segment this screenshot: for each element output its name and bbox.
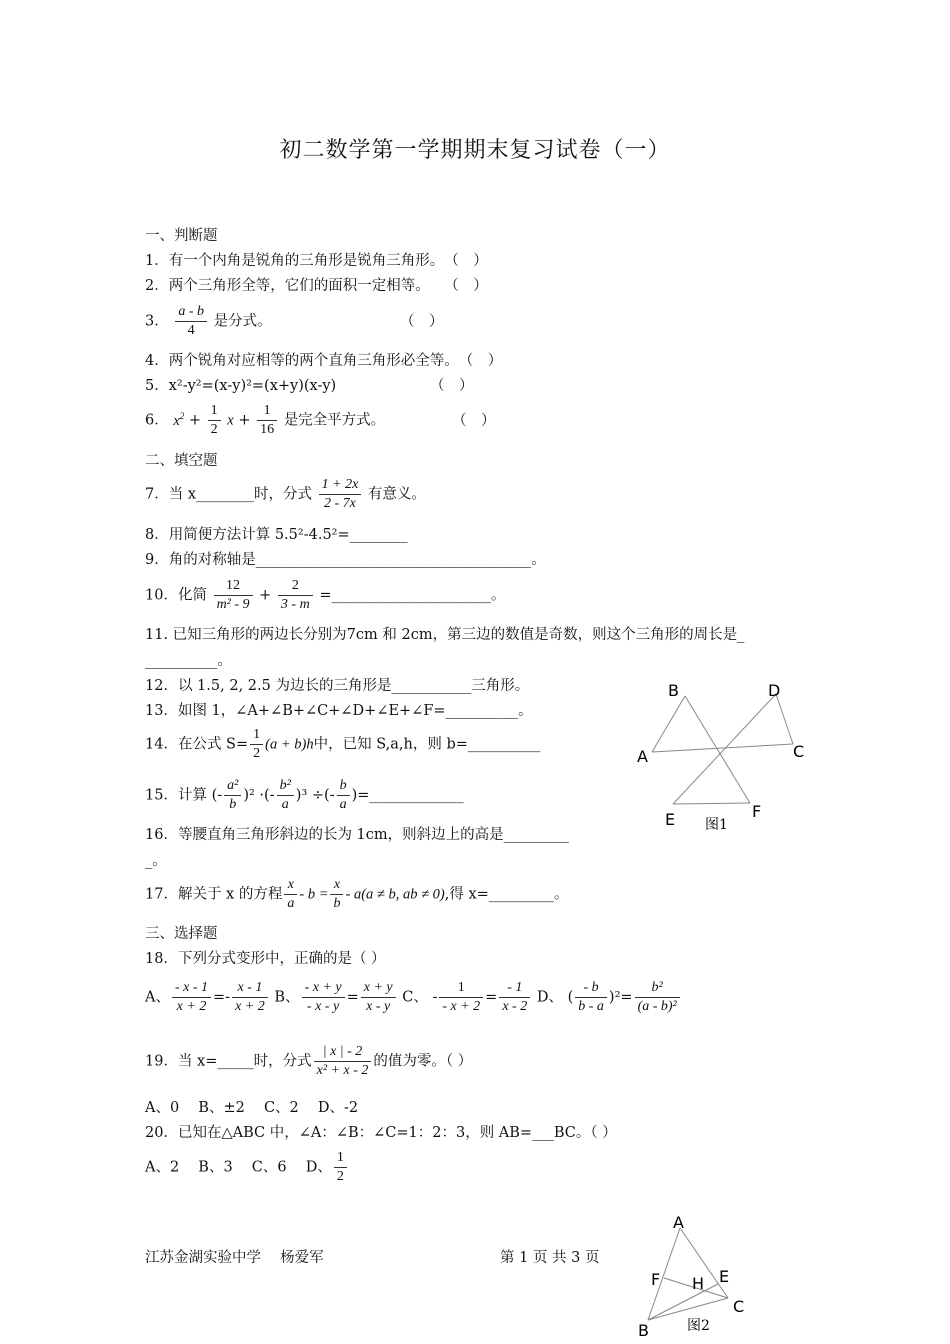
question-17: 17．解关于 x 的方程 $\frac{x}{a}$ - b = $\frac{x}{b}$ - a(a ≠ b, ab ≠ 0),得 x=_________。 <box>145 877 569 911</box>
question-10-fraction-2: $\frac{2}{3 - m}$ <box>278 578 313 613</box>
option-b-label: B、 <box>274 989 300 1006</box>
question-9: 9．角的对称轴是______________________________________。 <box>145 552 546 568</box>
question-19-options: A、0 B、±2 C、2 D、-2 <box>145 1100 359 1116</box>
option-b-fraction-right: $\frac{x + y}{x - y}$ <box>361 980 396 1015</box>
figure-2-diagram <box>630 1212 760 1342</box>
question-6-suffix: 是完全平方式。 <box>283 412 386 429</box>
question-7: 7．当 x________时，分式 $\frac{1 + 2x}{2 - 7x}$ 有意义。 <box>145 477 426 511</box>
question-18: 18．下列分式变形中，正确的是（ ） <box>145 951 386 967</box>
question-14: 14．在公式 S= $\frac{1}{2}$ (a + b)h中，已知 S,a,h，则 b=__________ <box>145 727 541 761</box>
option-d-fraction-left: $\frac{- b}{b - a}$ <box>575 980 607 1015</box>
fig1-line-ab <box>652 696 685 752</box>
option-a-fraction-right: $\frac{x - 1}{x + 2}$ <box>232 980 268 1015</box>
option-d-fraction-right: $\frac{\text{b²}}{\text{(a - b)²}}$ <box>635 980 680 1015</box>
fig2-label-c: C <box>733 1297 745 1316</box>
fig2-label-a: A <box>673 1213 684 1232</box>
question-8: 8．用简便方法计算 5.5²-4.5²=________ <box>145 527 408 543</box>
option-a-fraction-left: $\frac{- x - 1}{x + 2}$ <box>172 980 211 1015</box>
fig1-label-a: A <box>637 747 648 766</box>
fig1-line-ef <box>673 803 750 804</box>
question-6 <box>145 403 385 438</box>
question-1: 1．有一个内角是锐角的三角形是锐角三角形。 （ ） <box>145 253 488 269</box>
option-c-fraction-right: $\frac{- 1}{x - 2}$ <box>499 980 530 1015</box>
question-4: 4．两个锐角对应相等的两个直角三角形必全等。 （ ） <box>145 353 503 369</box>
question-6-fraction-2: $\frac{1}{16}$ <box>257 403 277 438</box>
question-3 <box>145 304 272 339</box>
question-19: 19．当 x=_____时，分式 $\frac{| x | - 2}{\text{x² + x - 2}}$ 的值为零。（ ） <box>145 1044 473 1078</box>
question-15-fraction-3: $\frac{b}{a}$ <box>337 778 350 813</box>
question-3-answer-paren: （ ） <box>400 314 444 330</box>
question-5: 5．x²-y²=(x-y)²=(x+y)(x-y) <box>145 378 337 394</box>
question-13: 13．如图 1，∠A+∠B+∠C+∠D+∠E+∠F=__________。 <box>145 703 533 719</box>
question-6-plus-2: + <box>238 412 251 429</box>
question-14-fraction: $\frac{1}{2}$ <box>250 727 263 762</box>
question-6-plus: + <box>188 412 202 429</box>
question-11-line-1: 11. 已知三角形的两边长分别为7cm 和 2cm，第三边的数值是奇数，则这个三角形的周长是_ <box>145 627 745 643</box>
question-2: 2．两个三角形全等，它们的面积一定相等。 （ ） <box>145 278 488 294</box>
question-6-x-squared: $x^2$ <box>173 410 185 429</box>
option-c-label: C、 <box>402 989 428 1006</box>
fig2-line-bc <box>648 1298 728 1320</box>
question-3-fraction <box>175 304 207 339</box>
option-d-label: D、 <box>536 989 563 1006</box>
question-3-denominator: 4 <box>187 323 195 338</box>
fig1-line-de <box>673 694 776 804</box>
figure-1-diagram <box>630 676 820 836</box>
question-10-fraction-1: $\frac{12}{\text{m² - 9}}$ <box>214 578 253 613</box>
question-17-fraction-2: $\frac{x}{b}$ <box>330 877 343 912</box>
fig2-label-h: H <box>692 1274 705 1293</box>
question-15: 15．计算 (- $\frac{\text{a²}}{b}$ )² ·(- $\frac{\text{b²}}{a}$ )³ ÷(- $\frac{b}{a}$ )=_____________ <box>145 778 464 812</box>
question-6-fraction-1: $\frac{1}{2}$ <box>208 403 221 438</box>
page-title: 初二数学第一学期期末复习试卷（一） <box>279 138 671 163</box>
question-20-option-d-fraction: $\frac{1}{2}$ <box>334 1150 347 1185</box>
fig1-caption: 图1 <box>705 817 728 833</box>
question-3-prefix: 3． <box>145 313 169 330</box>
fig2-label-b: B <box>638 1321 649 1340</box>
fig1-label-f: F <box>752 802 762 821</box>
question-18-options: A、 $\frac{- x - 1}{x + 2}$ =- $\frac{x - 1}{x + 2}$ B、 $\frac{- x + y}{- x - y}$ = $\frac{x + y}{x - y}$ C、 - $\frac{1}{- x + 2}$ = $\frac{- 1}{x - 2}$ D、 ( $\frac{- b}{b - a}$ )²= $\frac{\text{b²}}{\text{(a - b)²}}$ <box>145 980 682 1015</box>
question-3-suffix: 是分式。 <box>213 313 272 330</box>
question-15-fraction-2: $\frac{\text{b²}}{a}$ <box>277 778 294 813</box>
question-12: 12．以 1.5, 2, 2.5 为边长的三角形是___________三角形。 <box>145 678 530 694</box>
question-16-line-1: 16．等腰直角三角形斜边的长为 1cm，则斜边上的高是_________ <box>145 827 569 843</box>
question-6-x: x <box>227 412 234 429</box>
fig1-label-d: D <box>768 681 781 700</box>
option-a-label: A、 <box>145 989 170 1006</box>
question-17-fraction-1: $\frac{x}{a}$ <box>284 877 297 912</box>
footer-author: 江苏金湖实验中学 杨爱军 <box>145 1250 324 1266</box>
fig1-label-b: B <box>668 681 679 700</box>
question-16-line-2: _。 <box>145 853 167 869</box>
question-6-answer-paren: （ ） <box>452 413 496 429</box>
question-10: 10．化简 $\frac{12}{\text{m² - 9}}$ + $\frac{2}{3 - m}$ =______________________。 <box>145 578 506 612</box>
question-11-line-2: __________。 <box>145 653 232 669</box>
fig1-label-c: C <box>793 742 805 761</box>
fig2-label-f: F <box>651 1270 661 1289</box>
fig1-line-cd <box>776 694 793 744</box>
question-19-fraction: $\frac{| x | - 2}{\text{x² + x - 2}}$ <box>314 1044 372 1079</box>
option-c-fraction-left: $\frac{1}{- x + 2}$ <box>439 980 483 1015</box>
question-20: 20．已知在△ABC 中，∠A：∠B：∠C=1：2：3，则 AB=___BC。（ ） <box>145 1125 617 1141</box>
option-b-fraction-left: $\frac{- x + y}{- x - y}$ <box>302 980 345 1015</box>
fig2-label-e: E <box>719 1267 730 1286</box>
question-15-fraction-1: $\frac{\text{a²}}{b}$ <box>224 778 241 813</box>
question-5-answer-paren: （ ） <box>430 378 474 394</box>
question-20-options: A、2 B、3 C、6 D、 $\frac{1}{2}$ <box>145 1150 349 1185</box>
section-heading-multiple-choice: 三、选择题 <box>145 926 218 942</box>
footer-page-number: 第 1 页 共 3 页 <box>500 1250 600 1266</box>
question-3-numerator: a - b <box>175 304 207 322</box>
section-heading-fill-in: 二、填空题 <box>145 453 218 469</box>
fig2-caption: 图2 <box>687 1318 710 1334</box>
fig1-label-e: E <box>665 810 676 829</box>
question-6-prefix: 6． <box>145 412 169 429</box>
question-7-fraction: $\frac{1 + 2x}{2 - 7x}$ <box>319 477 362 512</box>
section-heading-judgement: 一、判断题 <box>145 228 218 244</box>
